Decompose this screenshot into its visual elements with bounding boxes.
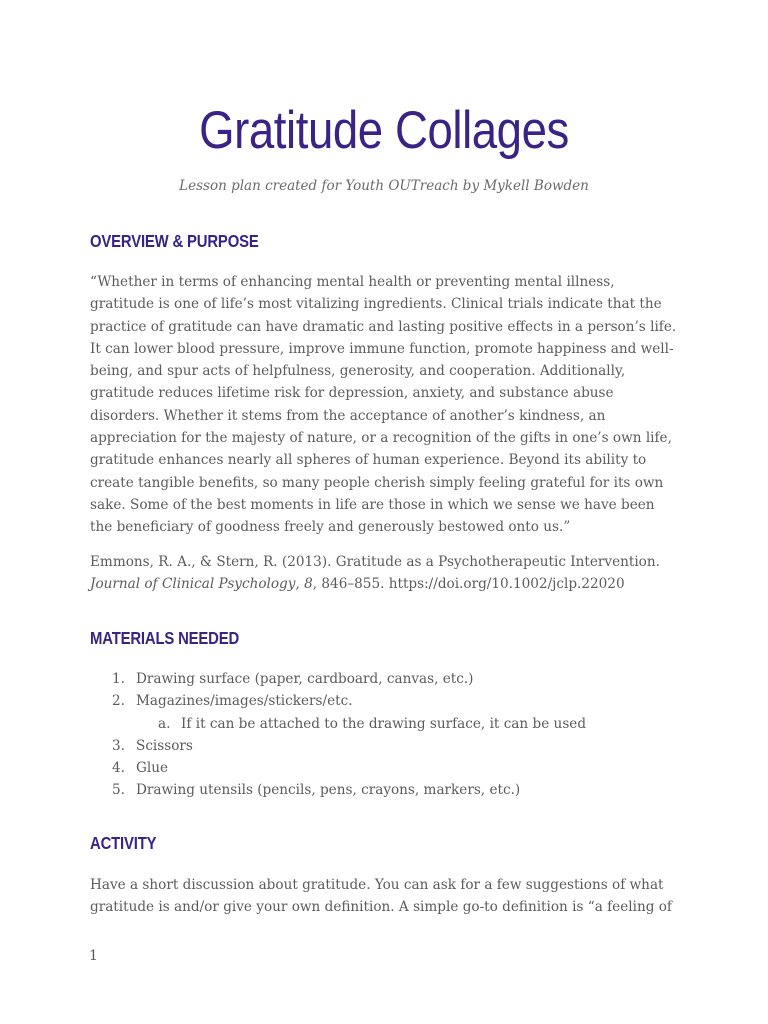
activity-text: Have a short discussion about gratitude. You can ask for a few suggestions of what gratitude is and/or give your own definition. A simple go-to definition is “a feeling of: [90, 877, 672, 916]
list-item-text: Magazines/images/stickers/etc.: [136, 693, 353, 710]
list-item-text: If it can be attached to the drawing surface, it can be used: [181, 715, 587, 732]
list-item-text: Glue: [136, 760, 169, 777]
list-marker: a.: [158, 715, 171, 732]
activity-heading: ACTIVITY: [90, 833, 157, 853]
list-item: [90, 757, 680, 779]
citation: [90, 551, 680, 596]
list-item-text: Drawing utensils (pencils, pens, crayons, markers, etc.): [136, 782, 521, 799]
list-marker: 3.: [112, 737, 125, 754]
list-marker: 5.: [112, 782, 125, 799]
citation-journal: Journal of Clinical Psychology: [90, 576, 296, 593]
document-title: Gratitude Collages: [199, 101, 569, 160]
citation-separator: ,: [295, 576, 305, 593]
overview-quote: “Whether in terms of enhancing mental health or preventing mental illness, gratitude is one of life’s most vitalizing ingredients. Clinical trials indicate that the practice of gratitude can have dramatic and lasting positive effects in a person’s life. It can lower blood pressure, improve immune function, promote happiness and well-being, and spur acts of helpfulness, generosity, and cooperation. Additionally, gratitude reduces lifetime risk for depression, anxiety, and substance abuse disorders. Whether it stems from the acceptance of another’s kindness, an appreciation for the majesty of nature, or a recognition of the gifts in one’s own life, gratitude enhances nearly all spheres of human experience. Beyond its ability to create tangible benefits, so many people cherish simply feeling grateful for its own sake. Some of the best moments in life are those in which we sense we have been the beneficiary of goodness freely and generously bestowed onto us.”: [90, 274, 677, 536]
page-number: 1: [89, 948, 98, 964]
list-item: [90, 779, 680, 801]
list-marker: 2.: [112, 693, 125, 710]
citation-volume: 8: [304, 576, 313, 593]
citation-pages-doi: , 846–855. https://doi.org/10.1002/jclp.22020: [312, 576, 625, 593]
list-item: [90, 668, 680, 690]
list-marker: 1.: [112, 671, 125, 687]
list-item: [90, 690, 680, 712]
list-item: [90, 735, 680, 757]
list-marker: 4.: [112, 760, 125, 777]
list-item-text: Scissors: [136, 737, 193, 754]
document-subtitle: Lesson plan created for Youth OUTreach by Mykell Bowden: [179, 178, 589, 194]
materials-heading: MATERIALS NEEDED: [90, 628, 240, 648]
overview-heading: OVERVIEW & PURPOSE: [90, 231, 259, 251]
list-subitem: [90, 713, 680, 735]
list-item-text: Drawing surface (paper, cardboard, canvas, etc.): [136, 671, 474, 687]
citation-authors: Emmons, R. A., & Stern, R. (2013). Gratitude as a Psychotherapeutic Intervention.: [90, 554, 660, 570]
materials-list: [90, 668, 680, 802]
